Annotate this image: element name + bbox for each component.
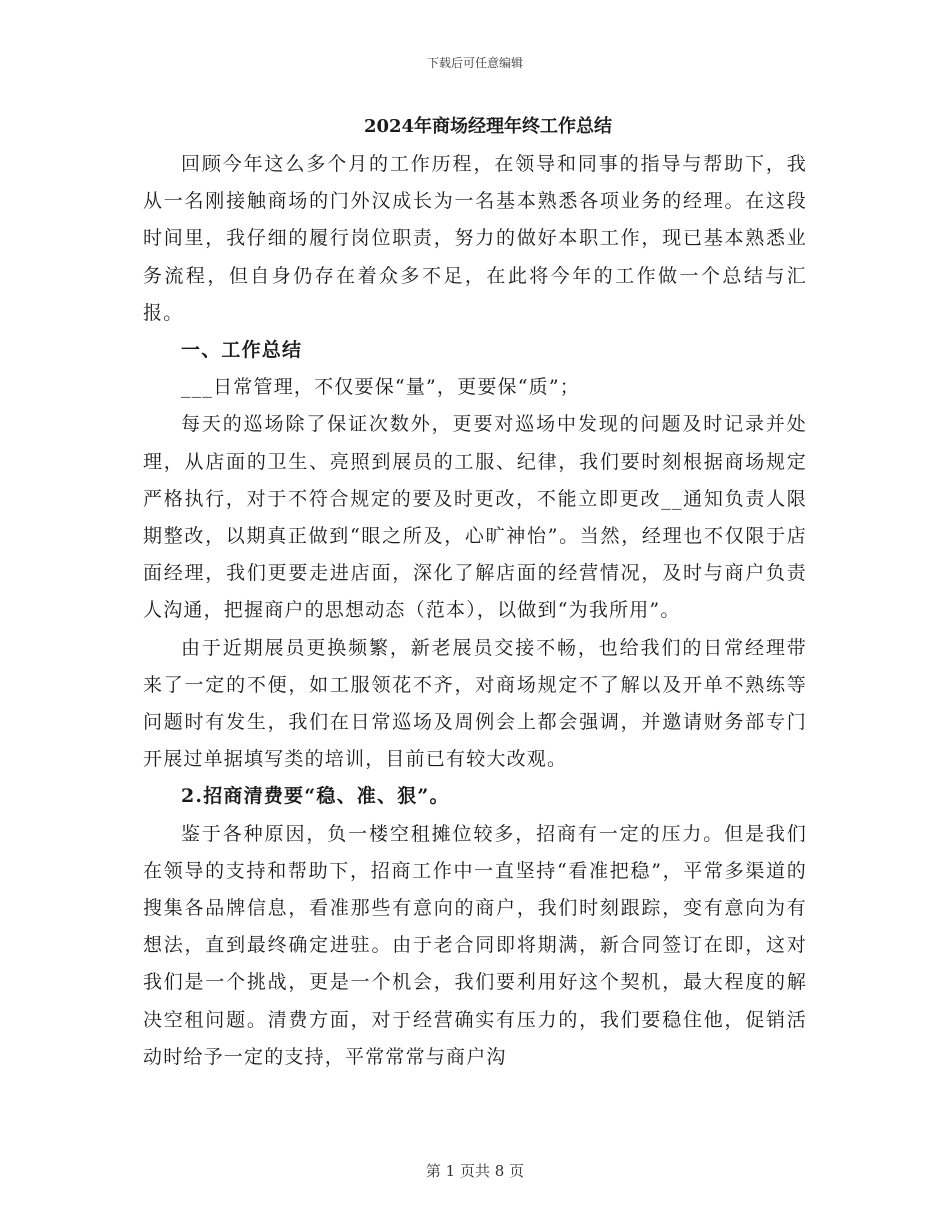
paragraph-staff-turnover: 由于近期展员更换频繁，新老展员交接不畅，也给我们的日常经理带来了一定的不便，如工服领花不齐，对商场规定不了解以及开单不熟练等问题时有发生，我们在日常巡场及周例会上都会强调，并邀请财务部专门开展过单据填写类的培训，目前已有较大改观。 (143, 636, 807, 771)
section-heading-leasing: 2.招商清费要“稳、准、狠”。 (181, 785, 450, 808)
document-body (143, 108, 807, 1076)
page-header: 下载后可任意编辑 (426, 56, 523, 70)
paragraph-leasing: 鉴于各种原因，负一楼空租摊位较多，招商有一定的压力。但是我们在领导的支持和帮助下，招商工作中一直坚持“看准把稳”，平常多渠道的搜集各品牌信息，看准那些有意向的商户，我们时刻跟踪，变有意向为有想法，直到最终确定进驻。由于老合同即将期满，新合同签订在即，这对我们是一个挑战，更是一个机会，我们要利用好这个契机，最大程度的解决空租问题。清费方面，对于经营确实有压力的，我们要稳住他，促销活动时给予一定的支持，平常常常与商户沟 (143, 822, 807, 1068)
paragraph-daily-management: ___日常管理，不仅要保“量”，更要保“质”； (181, 376, 580, 399)
page-footer: 第 1 页共 8 页 (425, 1162, 525, 1180)
paragraph-patrol: 每天的巡场除了保证次数外，更要对巡场中发现的问题及时记录并处理，从店面的卫生、亮照到展员的工服、纪律，我们要时刻根据商场规定严格执行，对于不符合规定的要及时更改，不能立即更改__通知负责人限期整改，以期真正做到“眼之所及，心旷神怡”。当然，经理也不仅限于店面经理，我们更要走进店面，深化了解店面的经营情况，及时与商户负责人沟通，把握商户的思想动态（范本），以做到“为我所用”。 (143, 413, 807, 622)
section-heading-work-summary: 一、工作总结 (181, 339, 303, 362)
paragraph-intro: 回顾今年这么多个月的工作历程，在领导和同事的指导与帮助下，我从一名刚接触商场的门外汉成长为一名基本熟悉各项业务的经理。在这段时间里，我仔细的履行岗位职责，努力的做好本职工作，现已基本熟悉业务流程，但自身仍存在着众多不足，在此将今年的工作做一个总结与汇报。 (143, 153, 807, 324)
document-title: 2024年商场经理年终工作总结 (363, 116, 613, 137)
